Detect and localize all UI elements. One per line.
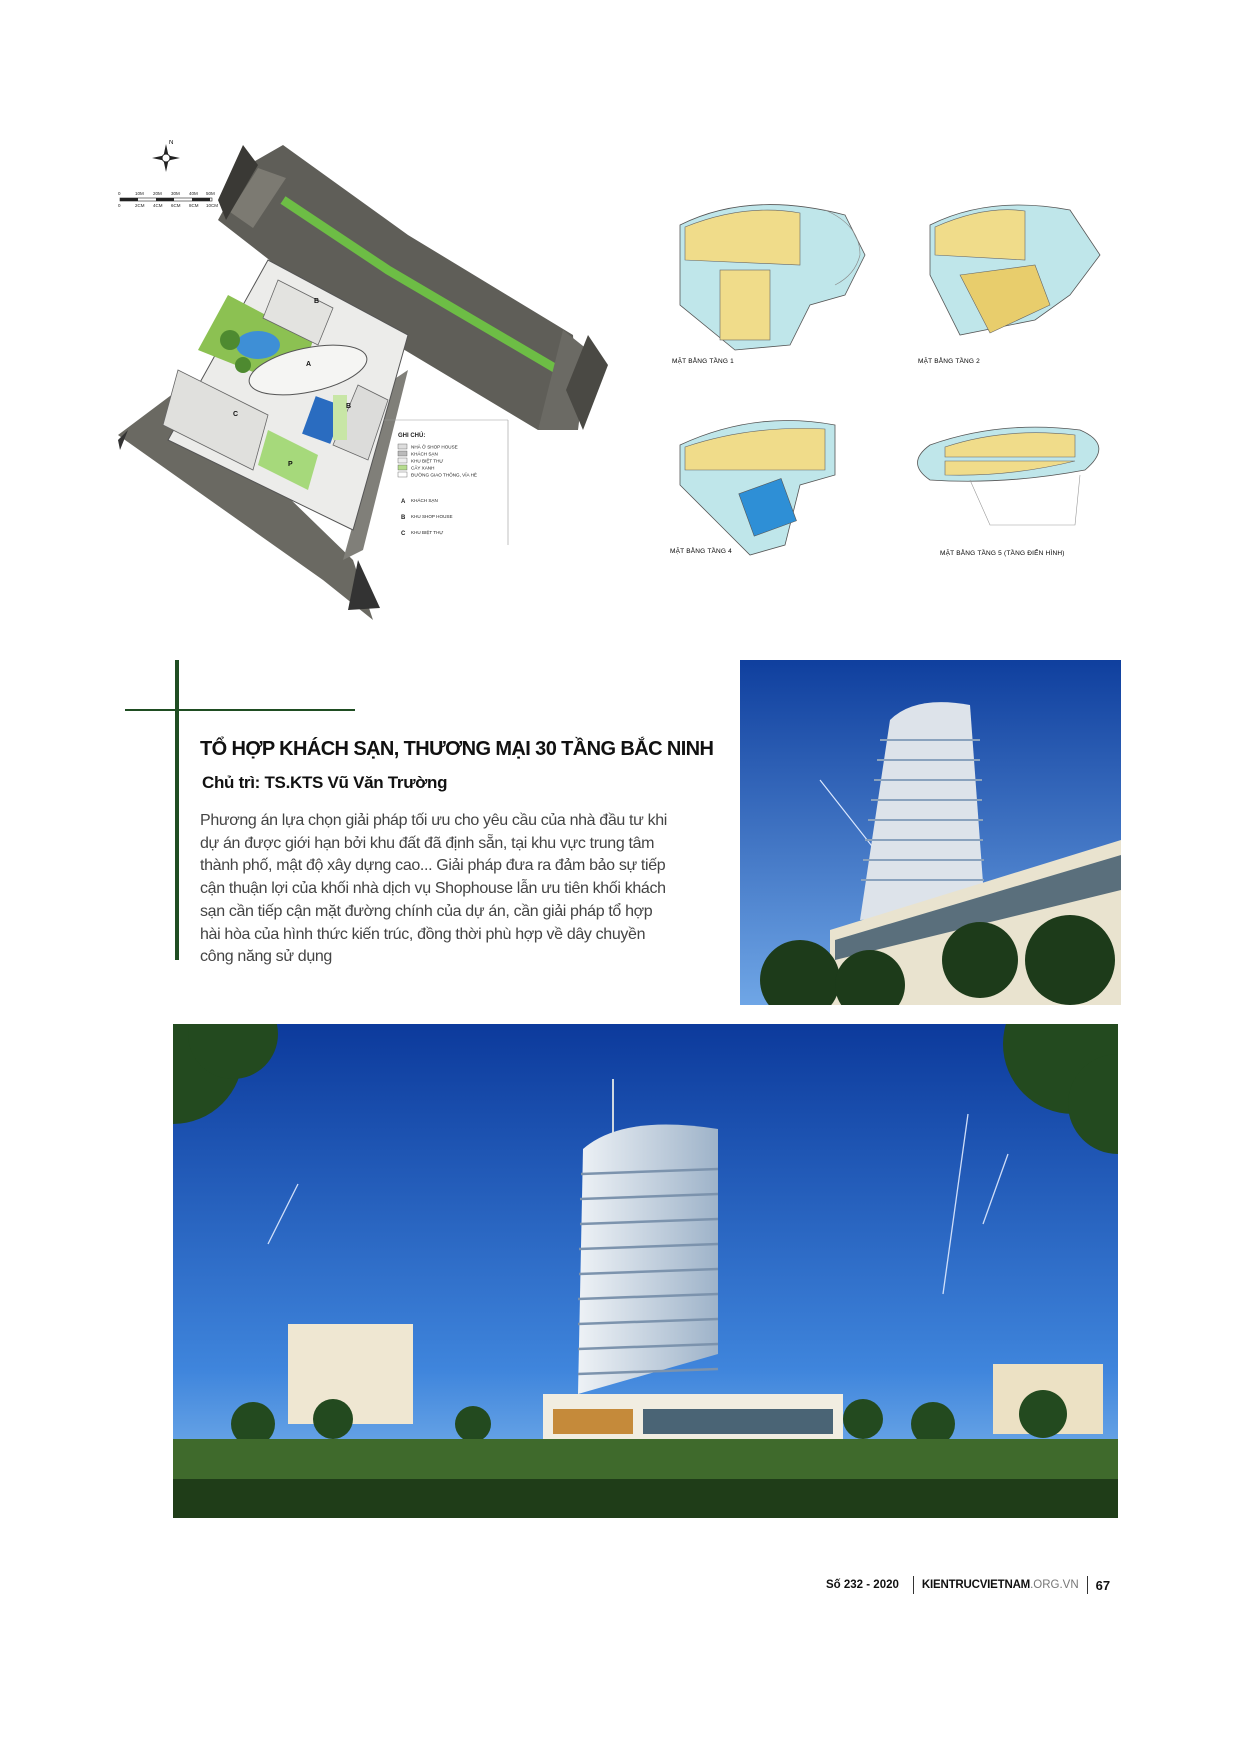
scale-top-0: 0 [118,191,121,196]
floor-plans-drawing [660,185,1180,625]
zone-mark-p: P [288,461,293,468]
north-arrow-icon [152,140,180,172]
legend-zone-c-letter: C [401,531,406,537]
legend-item-4: ĐƯỜNG GIAO THÔNG, VỈA HÈ [411,472,477,478]
accent-horizontal-rule [125,709,355,711]
scale-top-1: 10M [135,191,144,196]
page-number: 67 [1095,1577,1111,1593]
article-author: Chủ trì: TS.KTS Vũ Văn Trường [202,773,448,792]
legend-zone-a-letter: A [401,499,406,505]
legend-zone-a-label: KHÁCH SẠN [411,498,438,503]
svg-text:0 2CM 4CM 6C [118,203,218,208]
scale-bar [118,191,218,208]
svg-text:N: N [169,140,174,146]
legend-zone-b-letter: B [401,515,406,521]
article-body: Phương án lựa chọn giải pháp tối ưu cho yêu cầu của nhà đầu tư khi dự án được giới hạn bởi khu đất đã định sẵn, tại khu vực trung tâm thành phố, mật độ xây dựng cao... Giải pháp đưa ra đảm bảo sự tiếp cận thuận lợi của khối nhà dịch vụ Shophouse lẫn ưu tiên khối khách sạn cần tiếp cận mặt đường chính của dự án, cần giải pháp tổ hợp hài hòa của hình thức kiến trúc, đồng thời phù hợp về dây chuyền công năng sử dụng [200,812,668,966]
accent-vertical-rule [175,660,179,960]
scale-top-3: 30M [171,191,180,196]
scale-top-2: 20M [153,191,162,196]
svg-text:0 10M 20M 30 [118,191,215,196]
legend-item-0: NHÀ Ở SHOP HOUSE [411,444,458,450]
legend-zone-b-label: KHU SHOP HOUSE [411,514,453,519]
site-plan-drawing [118,140,648,620]
footer-divider [913,1576,914,1594]
scale-bottom-1: 2CM [135,203,145,208]
magazine-domain: .ORG.VN [1030,1579,1079,1591]
tower-render-streetview [173,1024,1118,1518]
floor-plan-4-label: MẶT BẰNG TẦNG 4 [670,548,732,555]
scale-bottom-3: 6CM [171,203,181,208]
footer-divider-2 [1087,1576,1088,1594]
legend-title: GHI CHÚ: [398,433,426,439]
zone-mark-b2: B [346,403,352,410]
legend-item-2: KHU BIỆT THỰ [411,458,444,464]
zone-mark-b: B [314,298,320,305]
issue-number: Số 232 - 2020 [826,1579,899,1591]
floor-plan-1-label: MẶT BẰNG TẦNG 1 [672,358,734,365]
floor-plan-5-label: MẶT BẰNG TẦNG 5 (TẦNG ĐIỂN HÌNH) [940,550,1065,557]
floor-plan-2 [918,205,1100,365]
scale-top-5: 50M [206,191,215,196]
plan-legend [383,420,508,545]
legend-item-3: CÂY XANH [411,465,435,471]
legend-zone-c-label: KHU BIỆT THỰ [411,530,444,535]
zone-mark-c: C [233,411,239,418]
scale-bottom-5: 10CM [206,203,219,208]
scale-bottom-4: 8CM [189,203,199,208]
floor-plan-2-label: MẶT BẰNG TẦNG 2 [918,358,980,365]
page-footer [826,1574,1110,1596]
zone-mark-a: A [306,361,311,368]
article-title: TỔ HỢP KHÁCH SẠN, THƯƠNG MẠI 30 TẦNG BẮC NINH [200,738,714,760]
scale-top-4: 40M [189,191,198,196]
tower-render-closeup [740,660,1121,1005]
floor-plan-1 [672,205,865,365]
scale-bottom-2: 4CM [153,203,163,208]
magazine-brand: KIENTRUCVIETNAM [921,1579,1031,1591]
floor-plan-5 [918,427,1099,557]
floor-plan-4 [670,421,835,556]
legend-item-1: KHÁCH SẠN [411,451,438,457]
scale-bottom-0: 0 [118,203,121,208]
